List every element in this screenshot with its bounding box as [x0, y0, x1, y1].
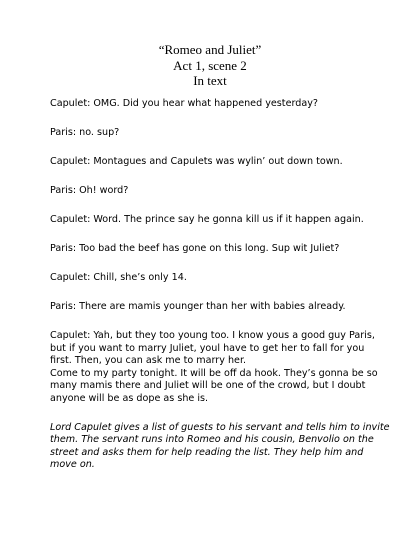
- dialogue-line: Capulet: OMG. Did you hear what happened yesterday?: [50, 98, 318, 109]
- stage-direction-line: them. The servant runs into Romeo and his cousin, Benvolio on the: [50, 434, 374, 445]
- dialogue-line: Capulet: Montagues and Capulets was wylin’ out down town.: [50, 156, 343, 167]
- stage-direction: [50, 422, 395, 472]
- speech-line: first. Then, you can ask me to marry her.: [50, 355, 247, 366]
- speech-line: Come to my party tonight. It will be off da hook. They’s gonna be so: [50, 367, 378, 379]
- speech-line: Capulet: Yah, but they too young too. I know yous a good guy Paris,: [50, 330, 375, 341]
- stage-direction-line: Lord Capulet gives a list of guests to his servant and tells him to invite: [50, 421, 390, 433]
- speech-line: many mamis there and Juliet will be one of the crowd, but I doubt: [50, 380, 366, 391]
- stage-direction-line: street and asks them for help reading the list. They help him and: [50, 446, 364, 458]
- script-body: [50, 98, 395, 488]
- speech-line: but if you want to marry Juliet, youl have to get her to fall for you: [50, 342, 365, 354]
- title-line: “Romeo and Juliet”: [158, 42, 262, 57]
- dialogue-line: Paris: There are mamis younger than her with babies already.: [50, 301, 346, 312]
- stage-direction-line: move on.: [50, 459, 95, 470]
- capulet-speech: [50, 330, 395, 405]
- dialogue-line: Paris: Too bad the beef has gone on this long. Sup wit Juliet?: [50, 243, 340, 254]
- dialogue-line: Capulet: Word. The prince say he gonna kill us if it happen again.: [50, 214, 364, 225]
- subtitle-line: In text: [193, 73, 227, 88]
- dialogue-line: Capulet: Chill, she’s only 14.: [50, 272, 187, 283]
- speech-line: anyone will be as dope as she is.: [50, 392, 209, 404]
- title-block: [0, 42, 420, 89]
- dialogue-line: Paris: no. sup?: [50, 127, 120, 138]
- dialogue-line: Paris: Oh! word?: [50, 185, 129, 196]
- act-scene-line: Act 1, scene 2: [173, 57, 247, 73]
